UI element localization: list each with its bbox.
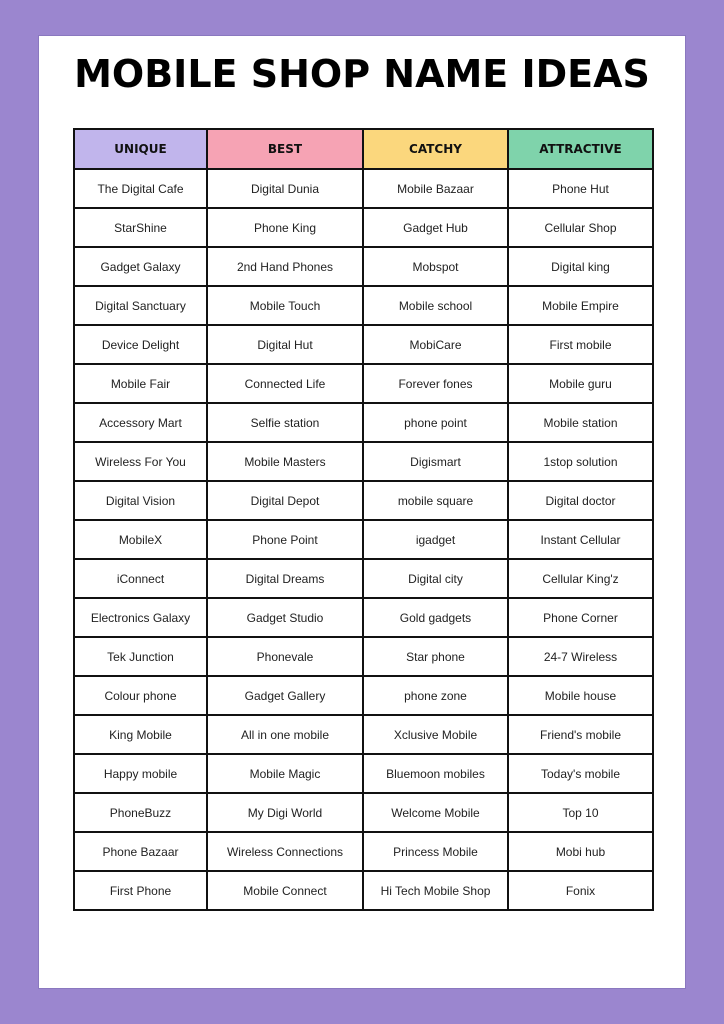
- cell-unique: Accessory Mart: [74, 403, 207, 442]
- cell-attractive: Friend's mobile: [508, 715, 653, 754]
- cell-attractive: Cellular King'z: [508, 559, 653, 598]
- cell-unique: iConnect: [74, 559, 207, 598]
- cell-unique: The Digital Cafe: [74, 169, 207, 208]
- table-row: [74, 520, 653, 559]
- table-row: [74, 832, 653, 871]
- cell-catchy: Welcome Mobile: [363, 793, 508, 832]
- cell-unique: Digital Vision: [74, 481, 207, 520]
- cell-catchy: Hi Tech Mobile Shop: [363, 871, 508, 910]
- cell-best: All in one mobile: [207, 715, 363, 754]
- cell-attractive: Mobile station: [508, 403, 653, 442]
- cell-best: Digital Depot: [207, 481, 363, 520]
- table-row: [74, 442, 653, 481]
- cell-catchy: Xclusive Mobile: [363, 715, 508, 754]
- table-row: [74, 715, 653, 754]
- table-row: [74, 754, 653, 793]
- cell-attractive: Phone Hut: [508, 169, 653, 208]
- cell-catchy: Princess Mobile: [363, 832, 508, 871]
- cell-unique: Electronics Galaxy: [74, 598, 207, 637]
- cell-best: My Digi World: [207, 793, 363, 832]
- cell-best: Gadget Studio: [207, 598, 363, 637]
- cell-catchy: Mobspot: [363, 247, 508, 286]
- cell-attractive: Digital doctor: [508, 481, 653, 520]
- cell-best: Connected Life: [207, 364, 363, 403]
- cell-best: Wireless Connections: [207, 832, 363, 871]
- names-table: [73, 128, 654, 911]
- cell-attractive: Digital king: [508, 247, 653, 286]
- cell-catchy: Gold gadgets: [363, 598, 508, 637]
- cell-best: Digital Dunia: [207, 169, 363, 208]
- table-row: [74, 481, 653, 520]
- table-row: [74, 208, 653, 247]
- table-row: [74, 286, 653, 325]
- cell-catchy: Digismart: [363, 442, 508, 481]
- table-row: [74, 793, 653, 832]
- cell-attractive: Phone Corner: [508, 598, 653, 637]
- cell-catchy: Digital city: [363, 559, 508, 598]
- cell-attractive: Mobi hub: [508, 832, 653, 871]
- cell-catchy: Bluemoon mobiles: [363, 754, 508, 793]
- cell-unique: King Mobile: [74, 715, 207, 754]
- table-row: [74, 325, 653, 364]
- cell-unique: Colour phone: [74, 676, 207, 715]
- page-sheet: [38, 35, 686, 989]
- cell-catchy: mobile square: [363, 481, 508, 520]
- cell-catchy: Gadget Hub: [363, 208, 508, 247]
- cell-unique: Wireless For You: [74, 442, 207, 481]
- cell-unique: Gadget Galaxy: [74, 247, 207, 286]
- cell-attractive: Mobile guru: [508, 364, 653, 403]
- cell-attractive: 24-7 Wireless: [508, 637, 653, 676]
- table-row: [74, 169, 653, 208]
- cell-best: Gadget Gallery: [207, 676, 363, 715]
- table-row: [74, 871, 653, 910]
- cell-catchy: igadget: [363, 520, 508, 559]
- table-row: [74, 403, 653, 442]
- cell-catchy: Mobile school: [363, 286, 508, 325]
- cell-catchy: phone zone: [363, 676, 508, 715]
- cell-unique: Tek Junction: [74, 637, 207, 676]
- cell-attractive: First mobile: [508, 325, 653, 364]
- cell-attractive: 1stop solution: [508, 442, 653, 481]
- cell-attractive: Fonix: [508, 871, 653, 910]
- cell-catchy: Forever fones: [363, 364, 508, 403]
- header-catchy: CATCHY: [363, 129, 508, 169]
- cell-attractive: Top 10: [508, 793, 653, 832]
- table-row: [74, 559, 653, 598]
- table-row: [74, 598, 653, 637]
- cell-catchy: Star phone: [363, 637, 508, 676]
- table-row: [74, 364, 653, 403]
- cell-attractive: Today's mobile: [508, 754, 653, 793]
- cell-best: Phone King: [207, 208, 363, 247]
- cell-best: Phone Point: [207, 520, 363, 559]
- cell-catchy: Mobile Bazaar: [363, 169, 508, 208]
- table-row: [74, 676, 653, 715]
- cell-unique: StarShine: [74, 208, 207, 247]
- cell-best: Selfie station: [207, 403, 363, 442]
- cell-best: Mobile Touch: [207, 286, 363, 325]
- table-row: [74, 247, 653, 286]
- header-row: [74, 129, 653, 169]
- header-attractive: ATTRACTIVE: [508, 129, 653, 169]
- cell-best: Mobile Connect: [207, 871, 363, 910]
- table-body: [74, 169, 653, 910]
- cell-unique: MobileX: [74, 520, 207, 559]
- cell-best: Digital Dreams: [207, 559, 363, 598]
- cell-attractive: Instant Cellular: [508, 520, 653, 559]
- cell-best: 2nd Hand Phones: [207, 247, 363, 286]
- cell-best: Mobile Magic: [207, 754, 363, 793]
- cell-attractive: Mobile house: [508, 676, 653, 715]
- cell-best: Mobile Masters: [207, 442, 363, 481]
- header-unique: UNIQUE: [74, 129, 207, 169]
- cell-catchy: MobiCare: [363, 325, 508, 364]
- cell-catchy: phone point: [363, 403, 508, 442]
- cell-unique: Happy mobile: [74, 754, 207, 793]
- cell-unique: First Phone: [74, 871, 207, 910]
- cell-attractive: Cellular Shop: [508, 208, 653, 247]
- cell-unique: Digital Sanctuary: [74, 286, 207, 325]
- cell-best: Phonevale: [207, 637, 363, 676]
- cell-unique: Device Delight: [74, 325, 207, 364]
- cell-attractive: Mobile Empire: [508, 286, 653, 325]
- cell-unique: Phone Bazaar: [74, 832, 207, 871]
- cell-best: Digital Hut: [207, 325, 363, 364]
- cell-unique: PhoneBuzz: [74, 793, 207, 832]
- header-best: BEST: [207, 129, 363, 169]
- cell-unique: Mobile Fair: [74, 364, 207, 403]
- table-row: [74, 637, 653, 676]
- page-title: MOBILE SHOP NAME IDEAS: [74, 52, 650, 96]
